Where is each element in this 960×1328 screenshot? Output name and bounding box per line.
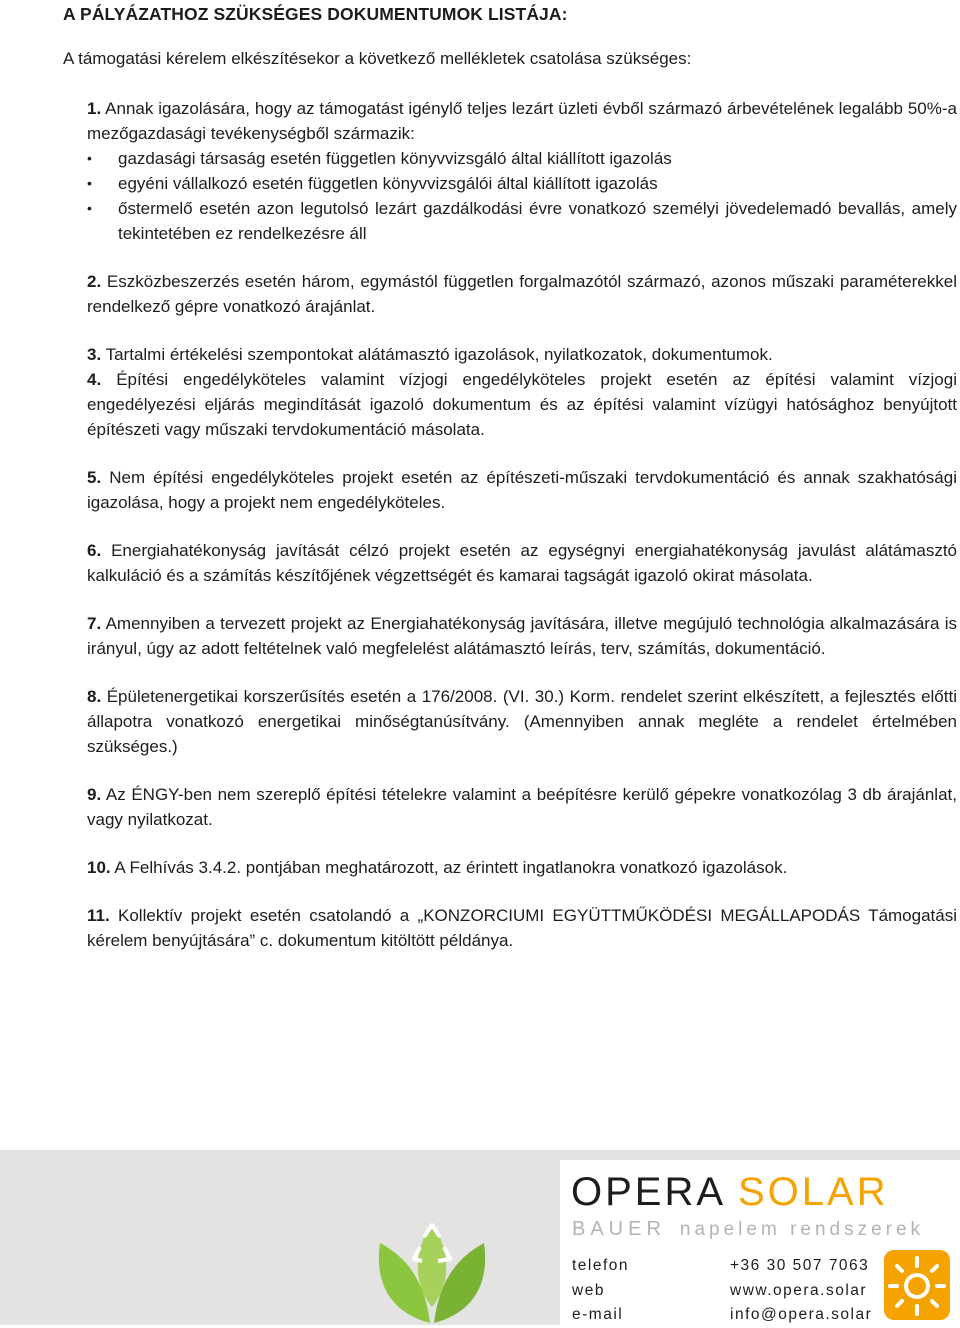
item-number: 11. [87,906,110,925]
item-number: 8. [87,687,102,706]
item-number: 1. [87,99,102,118]
list-item-10 [87,855,957,880]
list-item-9 [87,782,957,832]
bullet-text: őstermelő esetén azon legutolsó lezárt gazdálkodási évre vonatkozó személyi jövedelemadó bevallás, amely tekintetében ez rendelkezésre áll [118,199,957,243]
contact-block [572,1254,882,1328]
sun-icon [884,1250,950,1320]
item-number: 6. [87,541,102,560]
bullet-item [87,171,957,196]
list-item-8 [87,684,957,759]
contact-label: web [572,1281,605,1299]
bullet-text: egyéni vállalkozó esetén független könyvvizsgálói által kiállított igazolás [118,174,658,193]
bullet-icon: • [87,150,92,166]
item-number: 4. [87,370,102,389]
item-number: 10. [87,858,111,877]
contact-row-web [572,1279,882,1304]
brand-opera: OPERA [571,1170,724,1214]
item-text: Kollektív projekt esetén csatolandó a „KONZORCIUMI EGYÜTTMŰKÖDÉSI MEGÁLLAPODÁS Támogatási kérelem benyújtására” c. dokumentum kitöltött példánya. [87,906,957,950]
item-text: Amennyiben a tervezett projekt az Energiahatékonyság javítására, illetve megújuló technológia alkalmazására is irányul, úgy az adott feltételnek való megfelelést alátámasztó leírás, terv, számítás, dokumentáció. [87,614,957,658]
item-number: 9. [87,785,102,804]
list-item-7 [87,611,957,661]
item-number: 5. [87,468,102,487]
list-item-5 [87,465,957,515]
item-number: 3. [87,345,102,364]
contact-label: telefon [572,1257,630,1274]
list-item-11 [87,903,957,953]
item-text: Annak igazolására, hogy az támogatást igénylő teljes lezárt üzleti évből származó árbevételének legalább 50%-a mezőgazdasági tevékenységből származik: [87,99,957,143]
item-text: Épületenergetikai korszerűsítés esetén a 176/2008. (VI. 30.) Korm. rendelet szerint elkészített, a fejlesztés előtti állapotra vonatkozó energetikai minőségtanúsítvány. (Amennyiben annak megléte a rendelet értelmében szükséges.) [87,687,957,756]
item-number: 7. [87,614,102,633]
bullet-icon: • [87,200,92,216]
list-item-6 [87,538,957,588]
bullet-item [87,196,957,246]
intro-text: A támogatási kérelem elkészítésekor a következő mellékletek csatolása szükséges: [63,49,692,68]
contact-label: e-mail [572,1306,624,1323]
contact-email: info@opera.solar [730,1306,873,1323]
list-item-2 [87,269,957,319]
item-text: Tartalmi értékelési szempontokat alátámasztó igazolások, nyilatkozatok, dokumentumok. [101,345,773,364]
bullet-text: gazdasági társaság esetén független könyvvizsgáló által kiállított igazolás [118,149,672,168]
contact-row-email [572,1303,882,1328]
bullet-list [87,146,957,246]
contact-phone: +36 30 507 7063 [730,1257,870,1274]
item-text: Eszközbeszerzés esetén három, egymástól független forgalmazótól származó, azonos műszaki paraméterekkel rendelkező gépre vonatkozó árajánlat. [87,272,957,316]
item-text: Építési engedélyköteles valamint vízjogi engedélyköteles projekt esetén az építési valamint vízjogi engedélyezési eljárás megindítását igazoló dokumentum és az építési valamint vízügyi hatósághoz benyújtott építészeti vagy műszaki tervdokumentáció másolata. [87,370,957,439]
recycle-leaf-logo-icon [372,1195,492,1325]
item-text: A Felhívás 3.4.2. pontjában meghatározott, az érintett ingatlanokra vonatkozó igazolások. [110,858,788,877]
page-title: A PÁLYÁZATHOZ SZÜKSÉGES DOKUMENTUMOK LISTÁJA: [63,4,568,24]
contact-row-phone [572,1254,882,1279]
item-text: Nem építési engedélyköteles projekt esetén az építészeti-műszaki tervdokumentáció és annak szakhatósági igazolása, hogy a projekt nem engedélyköteles. [87,468,957,512]
item-text: Az ÉNGY-ben nem szereplő építési tételekre valamint a beépítésre kerülő gépekre vonatkozólag 3 db árajánlat, vagy nyilatkozat. [87,785,957,829]
brand-solar: SOLAR [737,1170,889,1214]
bullet-icon: • [87,175,92,191]
sub-brand-tagline: napelem rendszerek [679,1219,925,1240]
brand-logo [571,1168,889,1216]
item-number: 2. [87,272,102,291]
item-text: Energiahatékonyság javítását célzó projekt esetén az egységnyi energiahatékonyság javulást alátámasztó kalkuláció és a számítás készítőjének végzettségét és kamarai tagságát igazoló okirat másolata. [87,541,957,585]
list-item-3 [87,342,957,367]
contact-web: www.opera.solar [730,1281,868,1299]
sub-brand [572,1218,924,1241]
list-item-4 [87,367,957,442]
list-item-1 [87,96,957,146]
sub-brand-bauer: BAUER [572,1218,666,1240]
bullet-item [87,146,957,171]
document-list [87,96,957,953]
